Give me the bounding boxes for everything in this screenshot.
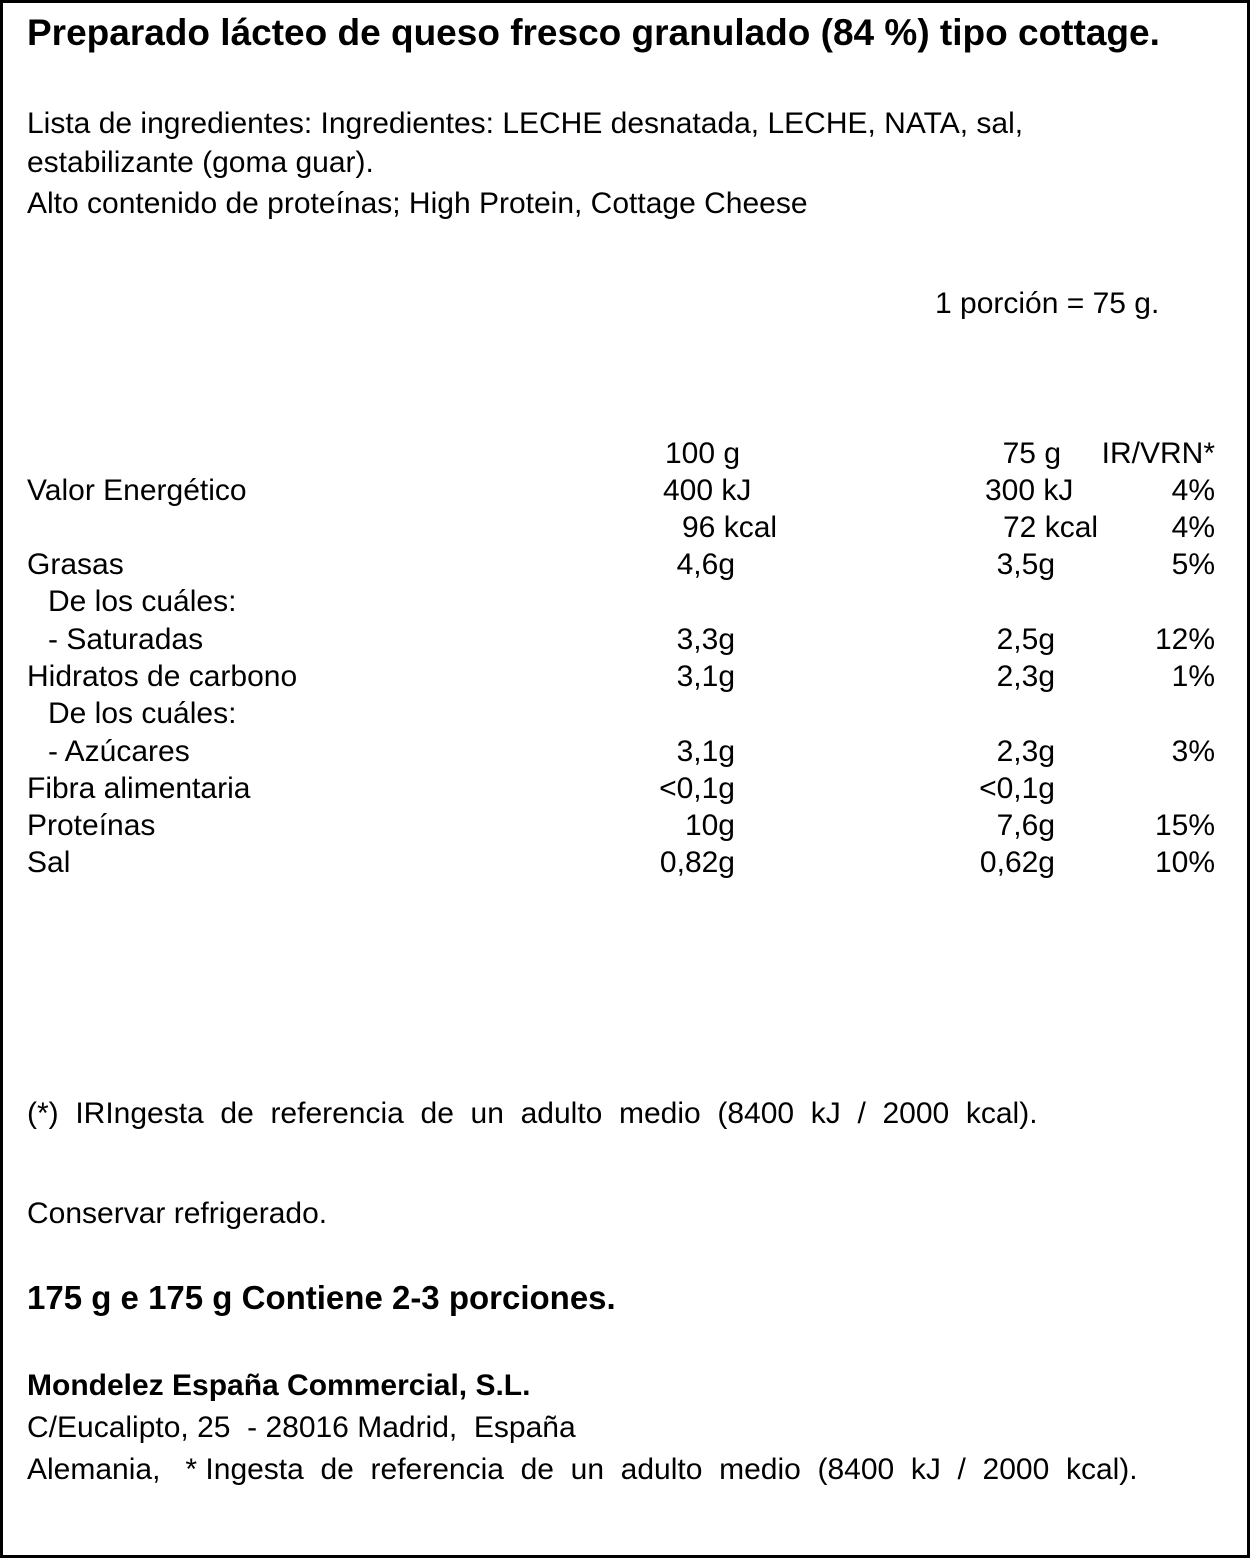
nutrient-per75: 7,6g: [996, 809, 1055, 842]
nutrient-per100: 400 kJ: [663, 474, 752, 507]
nutrient-per75: 2,5g: [996, 623, 1055, 656]
nutrient-rvn: 1%: [1171, 660, 1215, 693]
nutrient-per100: <0,1g: [659, 772, 735, 805]
nutrient-per75: <0,1g: [979, 772, 1055, 805]
nutrient-name: Fibra alimentaria: [27, 772, 251, 805]
nutrient-per100: 3,1g: [676, 735, 735, 768]
nutrient-per100: 4,6g: [676, 548, 735, 581]
header-per100: 100 g: [665, 437, 741, 470]
nutrient-name: Hidratos de carbono: [27, 660, 298, 693]
storage-instructions: Conservar refrigerado.: [27, 1197, 328, 1230]
reference-footnote: (*) IRIngesta de referencia de un adulto medio (8400 kJ / 2000 kcal).: [27, 1097, 1038, 1130]
nutrient-per75: 2,3g: [996, 735, 1055, 768]
nutrient-per75: 0,62g: [979, 846, 1055, 879]
nutrient-name: Grasas: [27, 548, 124, 581]
nutrient-rvn: 12%: [1154, 623, 1215, 656]
nutrient-rvn: 5%: [1171, 548, 1215, 581]
nutrient-name: De los cuáles:: [48, 697, 237, 730]
company-address: C/Eucalipto, 25 - 28016 Madrid, España: [27, 1411, 576, 1444]
portion-size: 1 porción = 75 g.: [935, 287, 1160, 320]
nutrient-name: Valor Energético: [27, 474, 247, 507]
ingredients-line-2: estabilizante (goma guar).: [27, 146, 374, 179]
ingredients-line-1: Lista de ingredientes: Ingredientes: LECHE desnatada, LECHE, NATA, sal,: [27, 107, 1024, 140]
product-title: Preparado lácteo de queso fresco granulado (84 %) tipo cottage.: [27, 12, 1160, 53]
nutrient-name: De los cuáles:: [48, 585, 237, 618]
nutrient-name: - Azúcares: [48, 735, 190, 768]
header-per75: 75 g: [1002, 437, 1061, 470]
nutrient-rvn: 3%: [1171, 735, 1215, 768]
nutrient-name: Sal: [27, 846, 71, 879]
nutrient-per75: 300 kJ: [985, 474, 1074, 507]
company-name: Mondelez España Commercial, S.L.: [27, 1369, 531, 1402]
nutrient-per100: 96 kcal: [682, 511, 778, 544]
nutrient-per75: 3,5g: [996, 548, 1055, 581]
header-rvn: IR/VRN*: [1101, 437, 1215, 470]
nutrient-per100: 0,82g: [659, 846, 735, 879]
nutrient-rvn: 4%: [1171, 511, 1215, 544]
nutrient-rvn: 10%: [1154, 846, 1215, 879]
nutrient-per100: 10g: [684, 809, 735, 842]
nutrient-name: Proteínas: [27, 809, 156, 842]
nutrient-per75: 72 kcal: [1003, 511, 1099, 544]
nutrient-name: - Saturadas: [48, 623, 204, 656]
nutrient-rvn: 4%: [1171, 474, 1215, 507]
origin-note: Alemania, * Ingesta de referencia de un adulto medio (8400 kJ / 2000 kcal).: [27, 1453, 1138, 1486]
claims-text: Alto contenido de proteínas; High Protein, Cottage Cheese: [27, 187, 808, 220]
nutrient-rvn: 15%: [1154, 809, 1215, 842]
nutrient-per100: 3,3g: [676, 623, 735, 656]
nutrient-per100: 3,1g: [676, 660, 735, 693]
nutrient-per75: 2,3g: [996, 660, 1055, 693]
net-weight: 175 g e 175 g Contiene 2-3 porciones.: [27, 1279, 616, 1316]
